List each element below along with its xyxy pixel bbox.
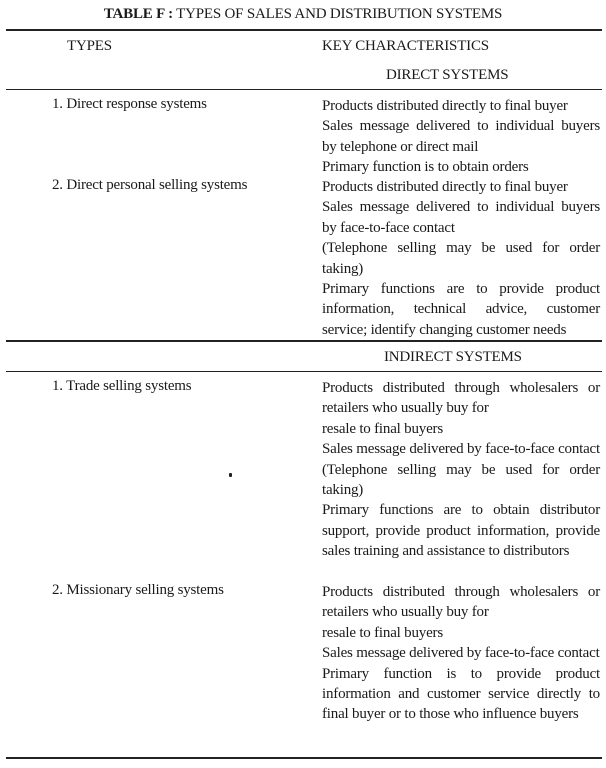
table-title-text: TYPES OF SALES AND DISTRIBUTION SYSTEMS bbox=[172, 6, 503, 22]
characteristic-text: Sales message delivered by face-to-face contact (Telephone selling may be used for order taking) bbox=[322, 441, 600, 499]
table-label: TABLE F : bbox=[103, 6, 173, 22]
characteristics-direct-personal-selling bbox=[322, 177, 600, 340]
characteristic-text: (Telephone selling may be used for order taking) bbox=[322, 240, 600, 277]
indirect-header-rule bbox=[6, 371, 602, 372]
column-header-types: TYPES bbox=[67, 38, 112, 54]
characteristic-text: Primary functions are to obtain distributor support, provide product information, provide sales training and assistance to distributors bbox=[322, 502, 600, 560]
characteristic-text: Products distributed through wholesalers or retailers who usually buy for bbox=[322, 380, 600, 417]
characteristic-text: resale to final buyers bbox=[322, 420, 443, 437]
type-trade-selling: 1. Trade selling systems bbox=[52, 378, 192, 394]
characteristic-text: Primary function is to obtain orders bbox=[322, 159, 529, 176]
type-missionary-selling: 2. Missionary selling systems bbox=[52, 582, 224, 598]
characteristic-text: Primary functions are to provide product information, technical advice, customer service; identify changing customer needs bbox=[322, 281, 600, 338]
characteristic-text: Sales message delivered to individual buyers by face-to-face contact bbox=[322, 199, 600, 236]
characteristic-text: Products distributed through wholesalers or retailers who usually buy for bbox=[322, 584, 600, 621]
characteristics-direct-response bbox=[322, 96, 600, 178]
top-rule bbox=[6, 29, 602, 31]
characteristics-trade-selling bbox=[322, 378, 600, 562]
print-speck bbox=[229, 473, 232, 477]
type-direct-response: 1. Direct response systems bbox=[52, 96, 207, 112]
characteristic-text: Products distributed directly to final buyer bbox=[322, 179, 568, 195]
characteristic-text: Primary function is to provide product information and customer service directly to final buyer or to those who influence buyers bbox=[322, 665, 600, 723]
characteristics-missionary-selling bbox=[322, 582, 600, 725]
section-divider bbox=[6, 340, 602, 342]
column-header-characteristics: KEY CHARACTERISTICS bbox=[322, 38, 489, 54]
bottom-rule bbox=[6, 757, 602, 759]
characteristic-text: Sales message delivered to individual buyers by telephone or direct mail bbox=[322, 118, 600, 155]
characteristic-text: resale to final buyers bbox=[322, 624, 443, 641]
section-heading-direct: DIRECT SYSTEMS bbox=[386, 67, 509, 83]
characteristic-text: Products distributed directly to final buyer bbox=[322, 98, 568, 114]
table-title bbox=[0, 6, 606, 23]
type-direct-personal-selling: 2. Direct personal selling systems bbox=[52, 177, 248, 193]
characteristic-text: Sales message delivered by face-to-face contact bbox=[322, 645, 600, 662]
header-rule bbox=[6, 89, 602, 90]
section-heading-indirect: INDIRECT SYSTEMS bbox=[384, 349, 522, 365]
